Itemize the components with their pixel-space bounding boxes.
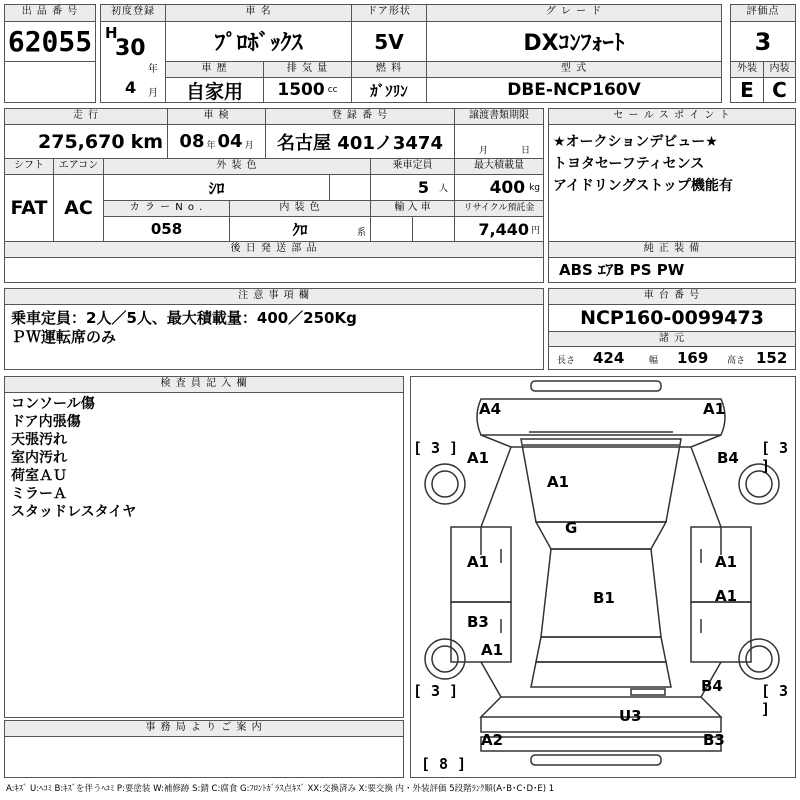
note-line: ＰＷ運転席のみ — [11, 328, 117, 346]
lot-number: 62055 — [4, 21, 96, 62]
mark-a1-left-quarter: A1 — [481, 641, 504, 659]
fuel-label: 燃 料 — [351, 61, 427, 78]
mark-a2-rear-bumper: A2 — [481, 731, 504, 749]
capacity: 5 — [417, 178, 429, 197]
displacement: 1500 — [277, 80, 325, 100]
spec-box — [548, 346, 796, 370]
first-reg-box — [100, 21, 166, 103]
mileage-label: 走 行 — [4, 108, 168, 125]
sales-point: トヨタセーフティセンス — [553, 156, 705, 172]
equip-label: 純 正 装 備 — [548, 241, 796, 258]
mark-a1-front-right: A1 — [703, 400, 726, 418]
model-label: 型 式 — [426, 61, 722, 78]
inspector-box — [4, 392, 404, 718]
score-label: 評価点 — [730, 4, 796, 22]
tire-spare: [ 8 ] — [421, 755, 467, 773]
capacity-label: 乗車定員 — [370, 158, 455, 175]
recycle-fee: 7,440 — [478, 219, 529, 239]
score: 3 — [730, 21, 796, 62]
reg-month: 4 — [125, 78, 137, 97]
width: 169 — [677, 349, 709, 367]
notes-box — [4, 304, 544, 370]
inspector-line: スタッドレスタイヤ — [11, 504, 137, 520]
lot-blank — [4, 61, 96, 103]
int-color: ｸﾛ — [292, 220, 308, 239]
ext-color: ｼﾛ — [103, 174, 330, 201]
door-type: 5V — [351, 21, 427, 62]
intcolor-unit: 系 — [356, 228, 366, 238]
capacity-box — [370, 174, 455, 201]
transfer-day-unit: 日 — [521, 146, 531, 156]
mark-u3-back: U3 — [619, 707, 642, 725]
grade-label: グ レ ー ド — [426, 4, 722, 22]
length-label: 長さ — [557, 356, 576, 366]
mileage-box — [4, 124, 168, 159]
month-unit: 月 — [148, 88, 158, 99]
history-label: 車 歴 — [165, 61, 264, 78]
reg-year: 30 — [115, 36, 146, 61]
mark-b4-right-fender: B4 — [717, 449, 739, 467]
mark-a1-left-door: A1 — [467, 553, 490, 571]
load-unit: kg — [529, 182, 540, 193]
ac-label: エアコン — [53, 158, 104, 175]
insp-month: 04 — [217, 131, 243, 152]
plate-label: 登 録 番 号 — [265, 108, 455, 125]
inspection-box — [167, 124, 266, 159]
mileage: 275,670 — [38, 130, 125, 153]
year-unit: 年 — [148, 64, 158, 75]
height-label: 高さ — [727, 356, 746, 366]
load-box — [454, 174, 544, 201]
insp-month-unit: 月 — [244, 141, 254, 151]
sales-point: アイドリングストップ機能有 — [553, 178, 733, 194]
office-label: 事 務 局 よ り ご 案 内 — [4, 720, 404, 737]
load-label: 最大積載量 — [454, 158, 544, 175]
import-cell-a — [370, 216, 413, 242]
office-box — [4, 736, 404, 778]
recycle-box — [454, 216, 544, 242]
later-parts-label: 後 日 発 送 部 品 — [4, 241, 544, 258]
shift: FAT — [4, 174, 54, 242]
ext-label: 外装 — [730, 61, 764, 78]
color-blank — [329, 174, 371, 201]
inspector-line: ドア内張傷 — [11, 414, 81, 430]
car-name: ﾌﾟﾛﾎﾞｯｸｽ — [165, 21, 352, 62]
car-outline — [411, 377, 795, 777]
recycle-unit: 円 — [530, 225, 540, 236]
transfer-month-unit: 月 — [479, 146, 489, 156]
sales-points — [548, 124, 796, 242]
inspection-label: 車 検 — [167, 108, 266, 125]
disp-unit: cc — [327, 85, 338, 95]
tire-rear-left: [ 3 ] — [413, 682, 459, 700]
plate-number: 名古屋 401ノ3474 — [265, 124, 455, 159]
mark-b3-left-rear: B3 — [467, 613, 489, 631]
max-load: 400 — [489, 177, 526, 198]
car-name-label: 車 名 — [165, 4, 352, 22]
notes-label: 注 意 事 項 欄 — [4, 288, 544, 305]
color-number: 058 — [103, 216, 230, 242]
note-line: 乗車定員：2人／5人、最大積載量：400／250Kg — [11, 309, 357, 327]
transfer-label: 譲渡書類期限 — [454, 108, 544, 125]
mark-b4-right-quarter: B4 — [701, 677, 723, 695]
equipment: ABS ｴｱB PS PW — [548, 257, 796, 283]
intcolor-box — [229, 216, 371, 242]
mark-b1-roof: B1 — [593, 589, 615, 607]
width-label: 幅 — [649, 356, 659, 366]
recycle-label: リサイクル預託金 — [454, 200, 544, 217]
model-code: DBE-NCP160V — [426, 77, 722, 103]
import-cell-b — [412, 216, 455, 242]
import-label: 輸 入 車 — [370, 200, 455, 217]
door-label: ドア形状 — [351, 4, 427, 22]
tire-rear-right: [ 3 ] — [761, 682, 789, 718]
length: 424 — [593, 349, 625, 367]
insp-year-unit: 年 — [206, 141, 216, 151]
car-diagram — [410, 376, 796, 778]
mark-b3-rear-bumper: B3 — [703, 731, 725, 749]
disp-box — [263, 77, 352, 103]
history: 自家用 — [165, 77, 264, 103]
lot-label: 出 品 番 号 — [4, 4, 96, 22]
int-label: 内装 — [763, 61, 796, 78]
insp-year: 08 — [179, 131, 205, 152]
transfer-box — [454, 124, 544, 159]
grade: DXｺﾝﾌｫｰﾄ — [426, 21, 722, 62]
height: 152 — [756, 349, 788, 367]
inspector-line: 室内汚れ — [11, 450, 67, 466]
sales-label: セ ー ル ス ポ イ ン ト — [548, 108, 796, 125]
ac: AC — [53, 174, 104, 242]
intcolor-label: 内 装 色 — [229, 200, 371, 217]
tire-front-left: [ 3 ] — [413, 439, 459, 457]
mark-a1-right-door: A1 — [715, 553, 738, 571]
first-reg-label: 初度登録 — [100, 4, 166, 22]
inspector-line: 荷室ＡＵ — [11, 468, 67, 484]
mark-g-windshield: G — [565, 519, 578, 537]
capacity-unit: 人 — [438, 184, 448, 194]
sales-point: ★オークションデビュー★ — [553, 134, 718, 150]
mark-a1-right-rear-door: A1 — [715, 587, 738, 605]
chassis-label: 車 台 番 号 — [548, 288, 796, 305]
inspector-line: コンソール傷 — [11, 396, 95, 412]
mark-a1-left-fender: A1 — [467, 449, 490, 467]
ext-grade: E — [730, 77, 764, 103]
tire-front-right: [ 3 ] — [761, 439, 789, 475]
era: H — [105, 24, 118, 42]
inspector-line: ミラーＡ — [11, 486, 67, 502]
inspector-label: 検 査 員 記 入 欄 — [4, 376, 404, 393]
color-label: 外 装 色 — [103, 158, 371, 175]
damage-legend: A:ｷｽﾞ U:ﾍｺﾐ B:ｷｽﾞを伴うﾍｺﾐ P:要塗装 W:補修跡 S:錆 C:腐食 G:ﾌﾛﾝﾄｶﾞﾗｽ点ｷｽﾞ XX:交換済み X:要交換 内・外装評価 5段階ﾗﾝｸ順(A･B･C･D･E) 1 — [6, 784, 555, 794]
shift-label: シフト — [4, 158, 54, 175]
mark-a1-hood: A1 — [547, 473, 570, 491]
spec-label: 諸 元 — [548, 331, 796, 347]
mark-a4: A4 — [479, 400, 502, 418]
inspector-line: 天張汚れ — [11, 432, 67, 448]
later-parts-box — [4, 257, 544, 283]
colorno-label: カ ラ ー N o . — [103, 200, 230, 217]
chassis-number: NCP160-0099473 — [548, 304, 796, 332]
fuel: ｶﾞｿﾘﾝ — [351, 77, 427, 103]
mileage-unit: km — [130, 130, 163, 153]
disp-label: 排 気 量 — [263, 61, 352, 78]
int-grade: C — [763, 77, 796, 103]
